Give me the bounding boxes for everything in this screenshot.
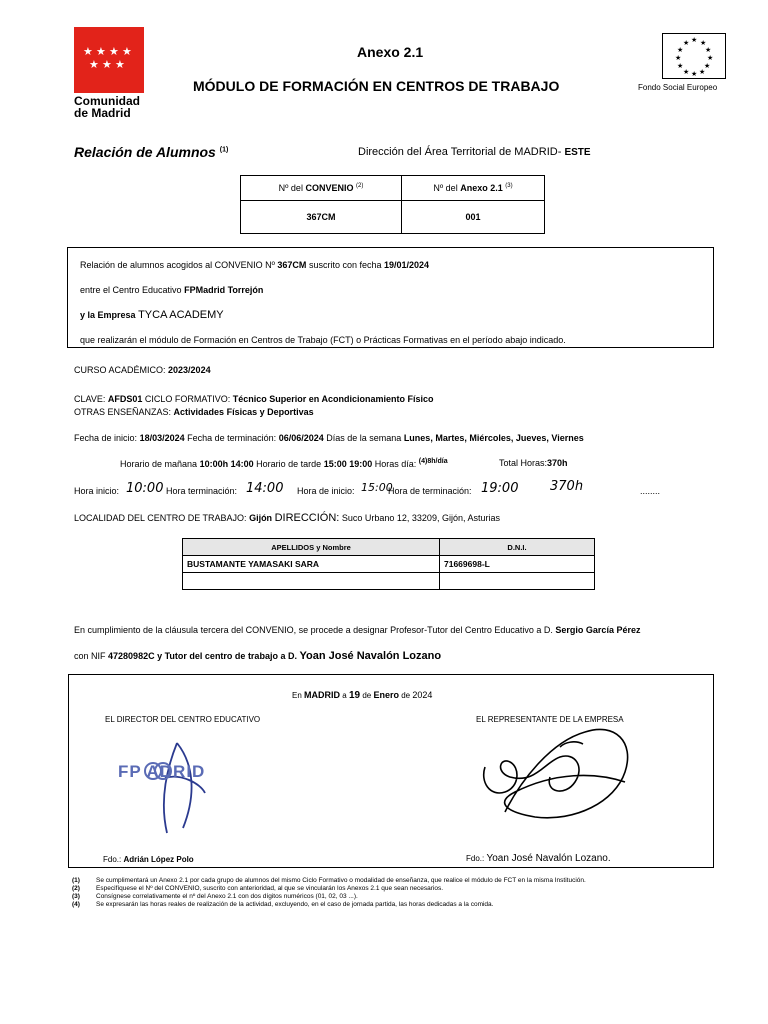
star-icon: ★ bbox=[115, 59, 125, 71]
eu-flag-icon: ★ ★ ★ ★ ★ ★ ★ ★ ★ ★ ★ ★ bbox=[662, 33, 726, 79]
footnotes bbox=[72, 877, 586, 909]
hora-terminacion-value: 14:00 bbox=[246, 481, 284, 496]
agreement-line-3: y la Empresa TYCA ACADEMY bbox=[80, 309, 224, 321]
hora-terminacion2-label: Hora de terminación: bbox=[388, 486, 472, 496]
direction-label: Dirección del Área Territorial de MADRID- bbox=[358, 146, 562, 158]
convenio-number: 367CM bbox=[241, 201, 402, 234]
company-signature bbox=[465, 712, 645, 832]
direction bbox=[358, 146, 591, 158]
total-hours-handwritten: 370h bbox=[550, 479, 584, 494]
star-icon: ★ bbox=[89, 59, 99, 71]
agreement-line-2: entre el Centro Educativo FPMadrid Torrejón bbox=[80, 285, 264, 295]
student-dni: 71669698-L bbox=[440, 556, 595, 573]
annex-title: Anexo 2.1 bbox=[357, 44, 424, 60]
section-title-text: Relación de Alumnos bbox=[74, 144, 216, 160]
footnote-ref: (1) bbox=[219, 146, 229, 154]
star-icon: ★ bbox=[102, 59, 112, 71]
star-icon: ★ bbox=[122, 46, 132, 58]
hora-inicio-label: Hora inicio: bbox=[74, 486, 120, 496]
signature-place-date: En MADRID a 19 de Enero de 2024 bbox=[292, 690, 433, 701]
footnote: (3) Consígnese correlativamente el nº del Anexo 2.1 con dos dígitos numéricos (01, 02, 03 ...). bbox=[72, 893, 358, 900]
hora-inicio2-value: 15:00 bbox=[361, 481, 393, 494]
reference-table bbox=[240, 175, 545, 234]
org-name-line: de Madrid bbox=[74, 106, 131, 120]
school-stamp: FP ADRID bbox=[118, 762, 206, 781]
student-name: BUSTAMANTE YAMASAKI SARA bbox=[183, 556, 440, 573]
students-table bbox=[182, 538, 595, 590]
director-signature bbox=[105, 733, 245, 843]
comunidad-madrid-logo bbox=[74, 27, 144, 93]
director-signer: Fdo.: Adrián López Polo bbox=[103, 855, 194, 864]
section-title bbox=[74, 144, 228, 160]
module-title: MÓDULO DE FORMACIÓN EN CENTROS DE TRABAJO bbox=[193, 78, 560, 94]
hora-inicio2-label: Hora de inicio: bbox=[297, 486, 355, 496]
table-row-empty bbox=[183, 573, 595, 590]
tutor-line-1: En cumplimiento de la cláusula tercera del CONVENIO, se procede a designar Profesor-Tutor del Centro Educativo a D. Sergio García Pérez bbox=[74, 625, 641, 635]
footnote: (1) Se cumplimentará un Anexo 2.1 por cada grupo de alumnos del mismo Ciclo Formativo o modalidad de enseñanza, que realice el módulo de FCT en la misma Institución. bbox=[72, 877, 586, 884]
hora-terminacion-label: Hora terminación: bbox=[166, 486, 238, 496]
annex-header: Nº del Anexo 2.1 $^{(3)}$ bbox=[402, 176, 545, 201]
star-icon: ★ bbox=[96, 46, 106, 58]
dates-line: Fecha de inicio: 18/03/2024 Fecha de terminación: 06/06/2024 Días de la semana Lunes, Martes, Miércoles, Jueves, Viernes bbox=[74, 433, 584, 443]
star-icon: ★ bbox=[83, 46, 93, 58]
agreement-line-1: Relación de alumnos acogidos al CONVENIO Nº 367CM suscrito con fecha 19/01/2024 bbox=[80, 260, 430, 270]
director-title: EL DIRECTOR DEL CENTRO EDUCATIVO bbox=[105, 715, 261, 724]
agreement-line-4: que realizarán el módulo de Formación en Centros de Trabajo (FCT) o Prácticas Formativas en el período abajo indicado. bbox=[80, 335, 566, 345]
location-line: LOCALIDAD DEL CENTRO DE TRABAJO: Gijón DIRECCIÓN: Suco Urbano 12, 33209, Gijón, Asturias bbox=[74, 512, 500, 524]
eu-label: Fondo Social Europeo bbox=[638, 83, 718, 92]
hora-inicio-value: 10:00 bbox=[126, 481, 164, 496]
company-rep-title: EL REPRESENTANTE DE LA EMPRESA bbox=[476, 715, 624, 724]
convenio-header: Nº del CONVENIO $^{(2)}$ bbox=[241, 176, 402, 201]
footnote: (2) Especifíquese el Nº del CONVENIO, suscrito con anterioridad, al que se vincularán los Anexos 2.1 que sean necesarios. bbox=[72, 885, 444, 892]
clave-line: CLAVE: AFDS01 CICLO FORMATIVO: Técnico Superior en Acondicionamiento Físico bbox=[74, 394, 434, 404]
org-name-line: Comunidad bbox=[74, 94, 140, 108]
academic-year: CURSO ACADÉMICO: 2023/2024 bbox=[74, 365, 211, 375]
star-icon: ★ bbox=[109, 46, 119, 58]
col-header-dni: D.N.I. bbox=[440, 539, 595, 556]
tutor-line-2: con NIF 47280982C y Tutor del centro de trabajo a D. Yoan José Navalón Lozano bbox=[74, 650, 442, 662]
total-hours: Total Horas:370h bbox=[499, 458, 568, 468]
direction-area: ESTE bbox=[564, 147, 591, 158]
annex-number: 001 bbox=[402, 201, 545, 234]
col-header-name: APELLIDOS y Nombre bbox=[183, 539, 440, 556]
table-row bbox=[183, 556, 595, 573]
footnote: (4) Se expresarán las horas reales de realización de la actividad, excluyendo, en el caso de jornada partida, las horas dedicadas a la comida. bbox=[72, 901, 494, 908]
schedule-line: Horario de mañana 10:00h 14:00 Horario de tarde 15:00 19:00 Horas día: $^{(4)8h/día}$ bbox=[120, 458, 448, 469]
hora-terminacion2-value: 19:00 bbox=[481, 481, 519, 496]
otras-line: OTRAS ENSEÑANZAS: Actividades Físicas y Deportivas bbox=[74, 407, 314, 417]
dots: ........ bbox=[640, 486, 661, 496]
company-signer: Fdo.: Yoan José Navalón Lozano. bbox=[466, 853, 611, 864]
org-name bbox=[74, 95, 140, 119]
